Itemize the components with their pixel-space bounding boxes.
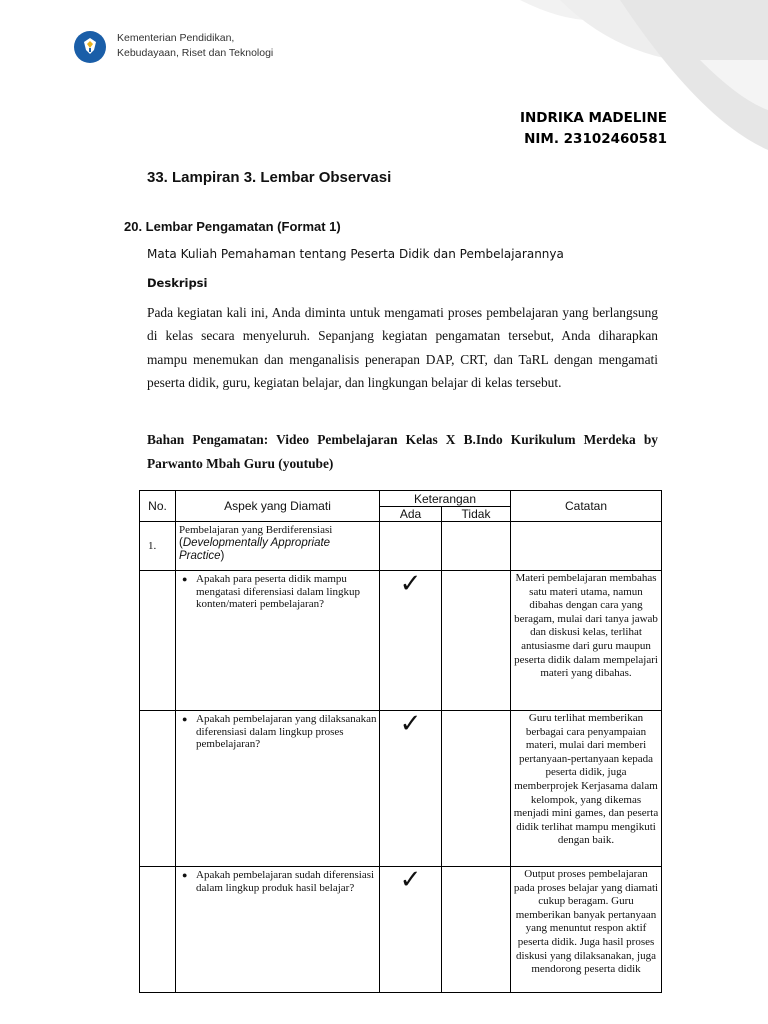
section-note-cell xyxy=(511,522,662,571)
header-ada: Ada xyxy=(380,507,442,522)
note-text: Guru terlihat memberikan berbagai cara penyampaian materi, mulai dari memberi pertanyaan-pertanyaan kepada peserta didik, juga memberprojek Kerjasama dalam kelompok, yang dikemas menjadi mini games, dan peserta didik terlihat mampu mengikuti dengan baik. xyxy=(511,711,662,867)
header-catatan: Catatan xyxy=(511,491,662,522)
ada-checkmark-icon: ✓ xyxy=(380,571,442,711)
tidak-cell xyxy=(442,867,511,993)
bullet-icon: ● xyxy=(182,714,188,724)
note-text: Materi pembelajaran membahas satu materi utama, namun dibahas dengan cara yang beragam, mulai dari tanya jawab dan diskusi kelas, terlihat antusiasme dari guru maupun peserta didik dalam mempelajari materi yang dibahas. xyxy=(511,571,662,711)
ministry-line-1: Kementerian Pendidikan, xyxy=(117,32,235,44)
header-aspect: Aspek yang Diamati xyxy=(176,491,380,522)
description-label: Deskripsi xyxy=(147,276,208,290)
section-close-paren: ) xyxy=(220,550,225,562)
note-text xyxy=(511,867,662,993)
tidak-cell xyxy=(442,571,511,711)
tidak-cell xyxy=(442,711,511,867)
question-cell xyxy=(176,867,380,993)
header-no: No. xyxy=(140,491,176,522)
student-name: INDRIKA MADELINE xyxy=(519,110,667,126)
row-no-cell xyxy=(140,711,176,867)
row-no-cell xyxy=(140,867,176,993)
section-title-text: Pembelajaran yang Berdiferensiasi xyxy=(179,524,333,536)
section-title xyxy=(176,522,380,571)
section-italic-text: Developmentally Appropriate Practice xyxy=(179,537,331,562)
document-title: 33. Lampiran 3. Lembar Observasi xyxy=(147,169,392,186)
section-number: 1. xyxy=(140,522,176,571)
observation-table xyxy=(139,490,662,993)
bullet-icon: ● xyxy=(182,870,188,880)
question-text: Apakah pembelajaran sudah diferensiasi dalam lingkup produk hasil belajar? xyxy=(196,869,375,894)
ada-checkmark-icon: ✓ xyxy=(380,867,442,993)
note-text-clip: Output proses pembelajaran pada proses belajar yang diamati cukup beragam. Guru memberikan banyak pertanyaan yang menuntut respon aktif peserta didik. Juga hasil proses diskusi yang dilaksanakan, juga mendorong peserta didik xyxy=(513,868,659,976)
description-paragraph: Pada kegiatan kali ini, Anda diminta untuk mengamati proses pembelajaran yang berlangsung di kelas secara menyeluruh. Sepanjang kegiatan pengamatan tersebut, Anda diharapkan mampu menemukan dan menganalisis penerapan DAP, CRT, dan TaRL dengan mengamati peserta didik, guru, kegiatan belajar, dan lingkungan belajar di kelas tersebut. xyxy=(147,305,658,391)
row-no-cell xyxy=(140,571,176,711)
question-text: Apakah para peserta didik mampu mengatasi diferensiasi dalam lingkup konten/materi pembelajaran? xyxy=(196,573,361,610)
observation-material: Bahan Pengamatan: Video Pembelajaran Kelas X B.Indo Kurikulum Merdeka by Parwanto Mbah Guru (youtube) xyxy=(147,432,658,471)
course-name: Mata Kuliah Pemahaman tentang Peserta Didik dan Pembelajarannya xyxy=(147,247,564,261)
ministry-name xyxy=(117,31,273,61)
student-nim: NIM. 23102460581 xyxy=(524,131,667,147)
question-cell xyxy=(176,711,380,867)
ada-checkmark-icon: ✓ xyxy=(380,711,442,867)
bullet-icon: ● xyxy=(182,574,188,584)
question-cell xyxy=(176,571,380,711)
section-ada-cell xyxy=(380,522,442,571)
header-keterangan: Keterangan xyxy=(380,491,511,507)
header-tidak: Tidak xyxy=(442,507,511,522)
ministry-line-2: Kebudayaan, Riset dan Teknologi xyxy=(117,47,274,59)
section-open-paren: ( xyxy=(179,537,183,549)
ministry-logo-icon xyxy=(74,31,106,63)
question-text: Apakah pembelajaran yang dilaksanakan diferensiasi dalam lingkup proses pembelajaran? xyxy=(196,713,377,750)
student-info xyxy=(520,108,667,150)
document-subtitle: 20. Lembar Pengamatan (Format 1) xyxy=(124,219,341,234)
section-tidak-cell xyxy=(442,522,511,571)
